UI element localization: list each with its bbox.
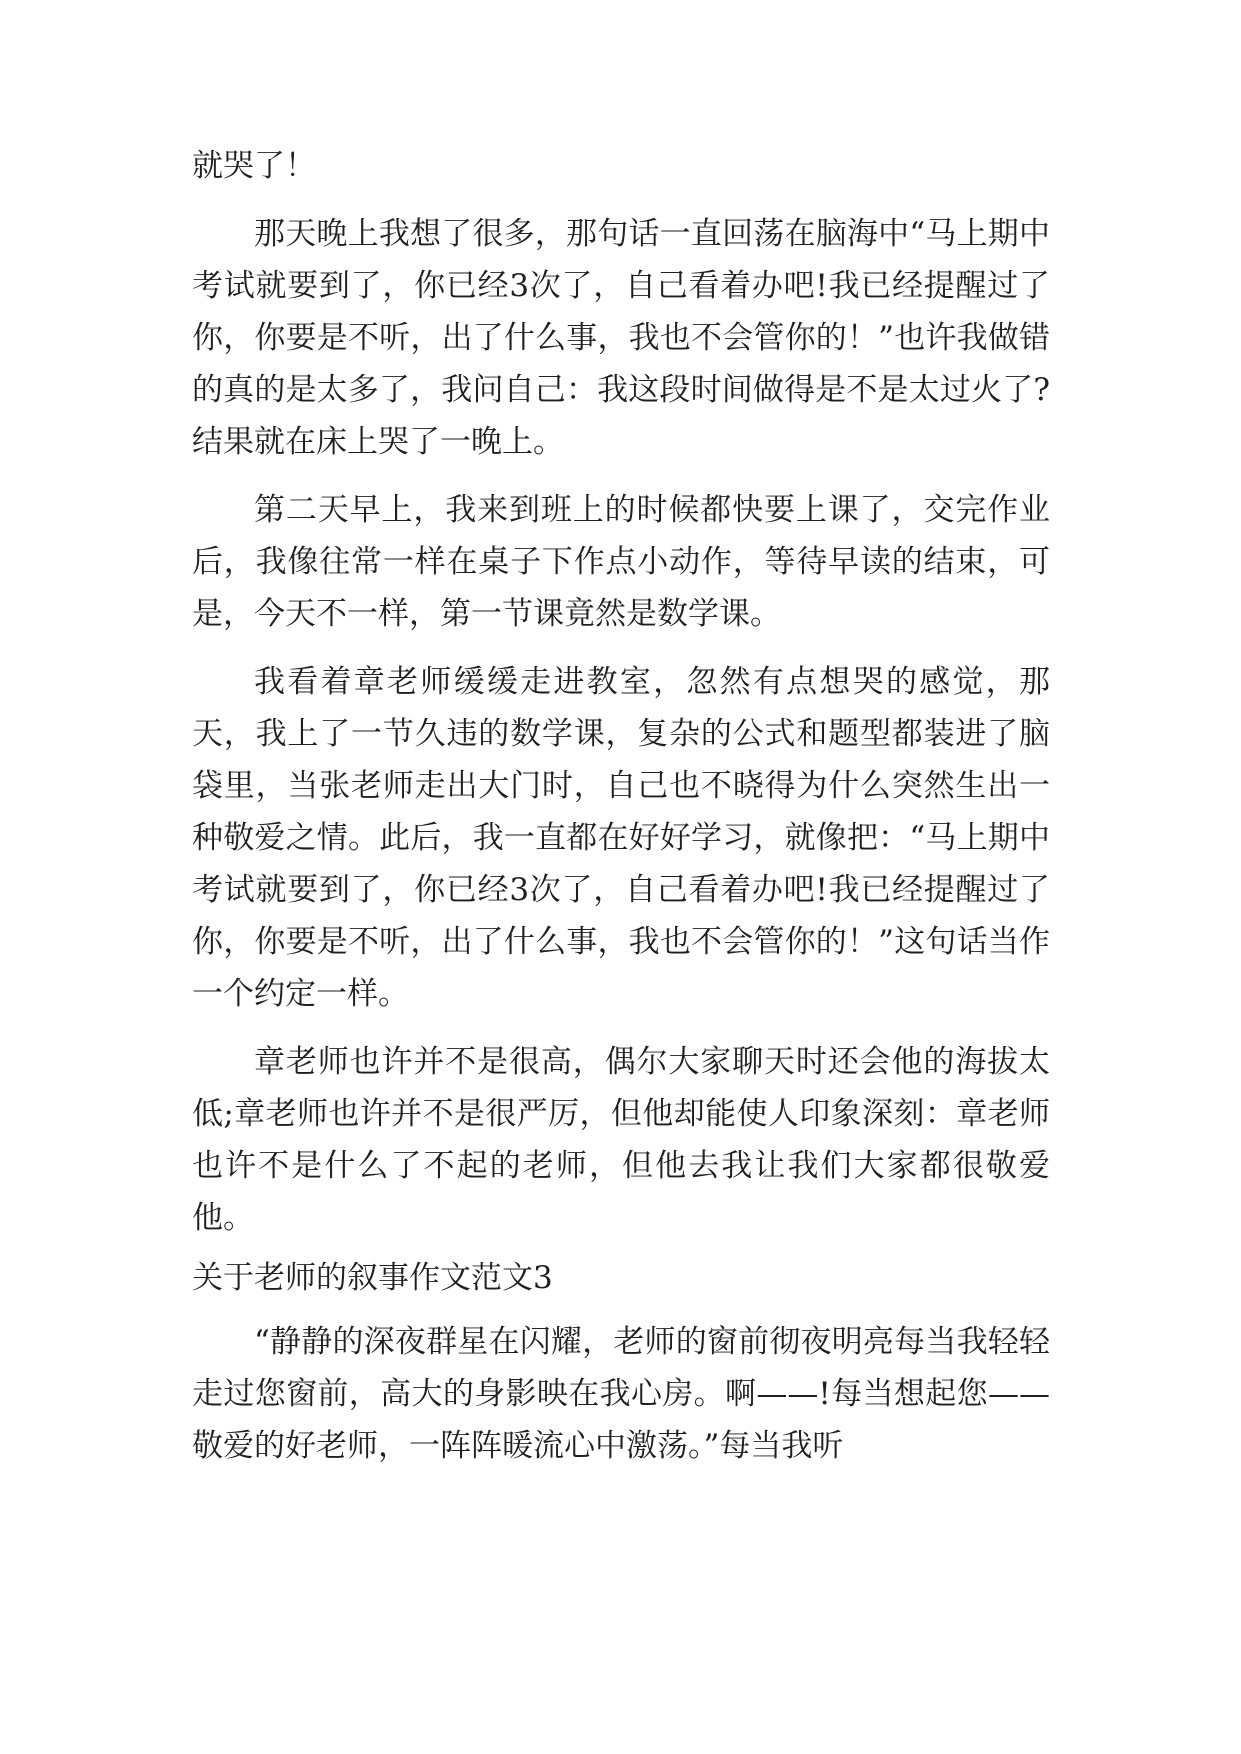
paragraph-teacher-description: 章老师也许并不是很高，偶尔大家聊天时还会他的海拔太低;章老师也许并不是很严厉，但他却能使人印象深刻：章老师也许不是什么了不起的老师，但他去我让我们大家都很敬爱他。 [192, 1044, 1050, 1236]
paragraph-teacher-enters: 我看着章老师缓缓走进教室，忽然有点想哭的感觉，那天，我上了一节久违的数学课，复杂的公式和题型都装进了脑袋里，当张老师走出大门时，自己也不晓得为什么突然生出一种敬爱之情。此后，我一直都在好好学习，就像把：“马上期中考试就要到了，你已经3次了，自己看着办吧!我已经提醒过了你，你要是不听，出了什么事，我也不会管你的！”这句话当作一个约定一样。 [192, 664, 1050, 1012]
essay-heading: 关于老师的叙事作文范文3 [192, 1260, 553, 1296]
paragraph-continuation: 就哭了！ [192, 148, 316, 184]
paragraph-next-morning: 第二天早上，我来到班上的时候都快要上课了，交完作业后，我像往常一样在桌子下作点小动作，等待早读的结束，可是，今天不一样，第一节课竟然是数学课。 [192, 492, 1050, 632]
paragraph-that-night: 那天晚上我想了很多，那句话一直回荡在脑海中“马上期中考试就要到了，你已经3次了，自己看着办吧!我已经提醒过了你，你要是不听，出了什么事，我也不会管你的！”也许我做错的真的是太多了，我问自己：我这段时间做得是不是太过火了?结果就在床上哭了一晚上。 [192, 216, 1050, 460]
paragraph-song-quote: “静静的深夜群星在闪耀，老师的窗前彻夜明亮每当我轻轻走过您窗前，高大的身影映在我心房。啊——!每当想起您——敬爱的好老师，一阵阵暖流心中激荡。”每当我听 [192, 1324, 1050, 1464]
document-page [192, 140, 1050, 1488]
